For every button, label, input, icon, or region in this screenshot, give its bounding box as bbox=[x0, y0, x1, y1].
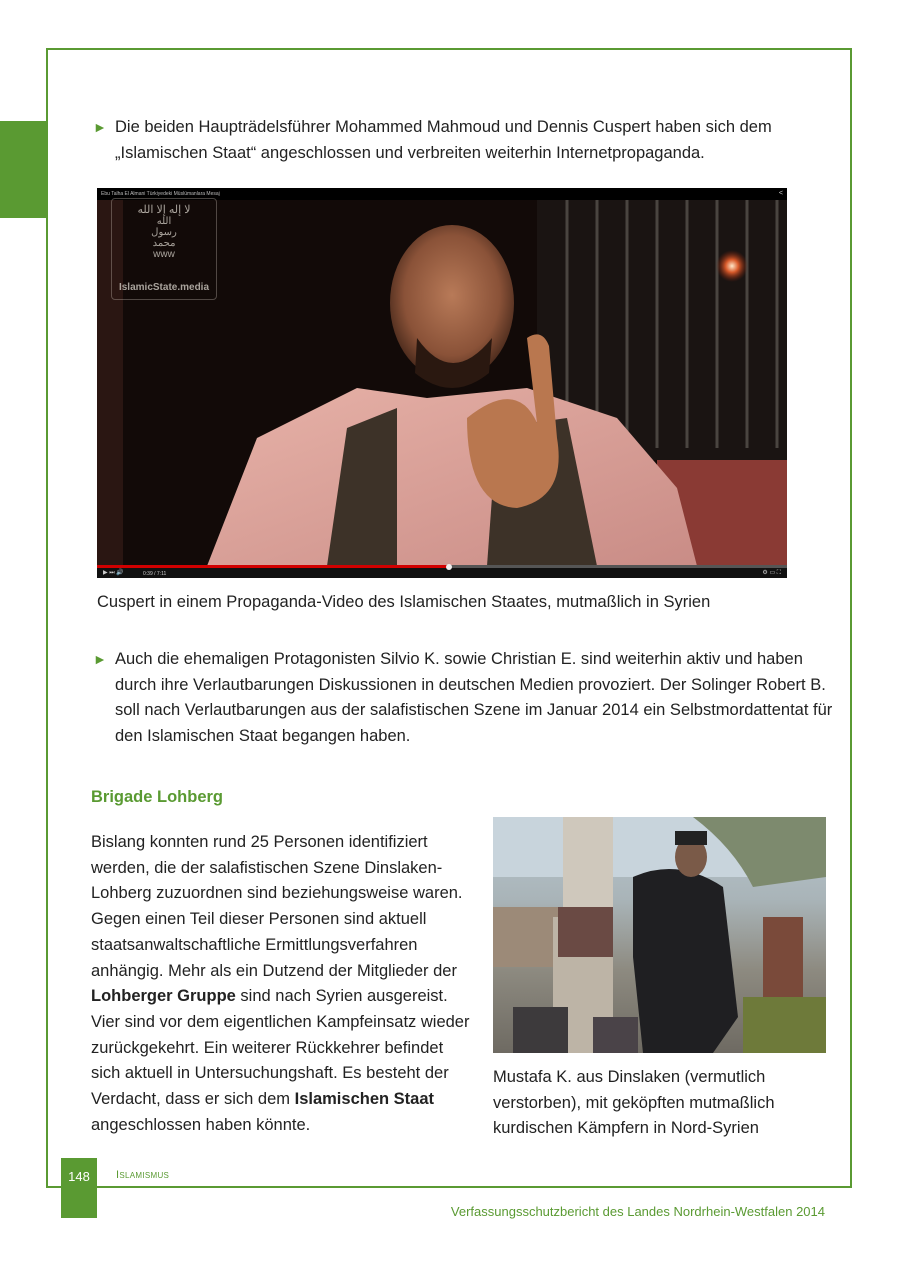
bullet-item bbox=[93, 115, 833, 166]
watermark-logo: لا إله إلا الله الله رسول محمد www IslamicState.media bbox=[111, 198, 217, 300]
bullet-text: Auch die ehemaligen Protagonisten Silvio K. sowie Christian E. sind weiterhin aktiv und haben durch ihre Verlautbarungen Diskussionen in deutschen Medien provoziert. Der Solinger Robert B. soll nach Verlautbarungen aus der salafistischen Szene im Januar 2014 ein Selbstmordattentat für den Islamischen Staat begangen haben. bbox=[115, 650, 833, 745]
page-number: 148 bbox=[61, 1158, 97, 1218]
progress-handle[interactable] bbox=[446, 564, 452, 570]
photo-image bbox=[493, 817, 826, 1053]
photo-caption: Mustafa K. aus Dinslaken (vermutlich verstorben), mit geköpften mutmaßlich kurdischen Kämpfern in Nord-Syrien bbox=[493, 1068, 775, 1137]
bullet-arrow-icon: ► bbox=[93, 651, 107, 667]
progress-fill bbox=[97, 565, 449, 568]
video-timestamp: 0:39 / 7:11 bbox=[143, 571, 167, 577]
section-heading: Brigade Lohberg bbox=[91, 788, 224, 806]
bold-term: Lohberger Gruppe bbox=[91, 987, 236, 1006]
bullet-text: Die beiden Haupträdelsführer Mohammed Mahmoud und Dennis Cuspert haben sich dem „Islamischen Staat“ angeschlossen und verbreiten weiterhin Internetpropaganda. bbox=[115, 118, 772, 162]
player-settings-controls[interactable]: ⚙ ▭ ⛶ bbox=[762, 570, 781, 576]
video-caption: Cuspert in einem Propaganda-Video des Islamischen Staates, mutmaßlich in Syrien bbox=[97, 593, 711, 611]
bullet-arrow-icon: ► bbox=[93, 119, 107, 135]
video-title-bar: Ebu Talha El Almani Türkiyedeki Müslümanlara Mesaj bbox=[97, 188, 787, 200]
play-controls[interactable]: ▶ ⏭ 🔊 bbox=[103, 570, 124, 576]
video-player[interactable] bbox=[97, 188, 787, 578]
news-photo bbox=[493, 817, 826, 1053]
bullet-item bbox=[93, 647, 833, 749]
share-icon[interactable]: < bbox=[778, 190, 783, 197]
page-footer: Verfassungsschutzbericht des Landes Nordrhein-Westfalen 2014 bbox=[450, 1204, 825, 1219]
body-paragraph: Bislang konnten rund 25 Personen identifiziert werden, die der salafistischen Szene Dinslaken-Lohberg zuzuordnen sind beziehungsweise waren. Gegen einen Teil dieser Personen sind aktuell staatsanwaltschaftliche Ermittlungsverfahren anhängig. Mehr als ein Dutzend der Mitglieder der Lohberger Gruppe sind nach Syrien ausgereist. Vier sind vor dem eigentlichen Kampfeinsatz wieder zurückgekehrt. Ein weiterer Rückkehrer befindet sich aktuell in Untersuchungshaft. Es besteht der Verdacht, dass er sich dem Islamischen Staat angeschlossen haben könnte. bbox=[91, 833, 470, 1134]
bold-term: Islamischen Staat bbox=[294, 1090, 435, 1109]
watermark-site: IslamicState.media bbox=[118, 282, 210, 293]
running-section-label: Islamismus bbox=[116, 1169, 170, 1181]
chapter-tab bbox=[0, 121, 47, 218]
